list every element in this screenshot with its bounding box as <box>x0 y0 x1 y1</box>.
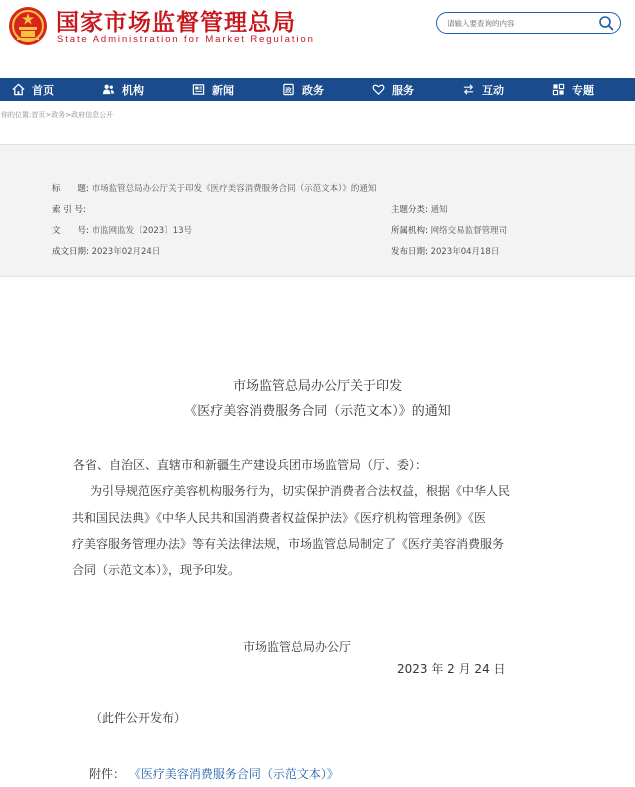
nav-item-label: 专题 <box>572 83 594 97</box>
meta-created-value: 2023年02月24日 <box>91 247 161 257</box>
article-body-line: 为引导规范医疗美容机构服务行为，切实保护消费者合法权益，根据《中华人民 <box>90 484 511 498</box>
nav-item-label: 机构 <box>122 83 144 97</box>
meta-docno-label: 文 号: <box>52 226 89 236</box>
exchange-icon <box>462 83 475 96</box>
meta-created-row <box>52 245 160 257</box>
national-emblem-icon[interactable] <box>8 6 48 46</box>
meta-category-label: 主题分类: <box>391 205 428 215</box>
newspaper-icon <box>192 83 205 96</box>
article-title-line1: 市场监管总局办公厅关于印发 <box>232 379 402 394</box>
article-signature: 市场监管总局办公厅 <box>243 640 352 654</box>
document-icon <box>282 83 295 96</box>
main-nav <box>0 78 635 101</box>
svg-text:政: 政 <box>285 86 292 95</box>
nav-item-home[interactable] <box>12 78 54 101</box>
meta-org-label: 所属机构: <box>391 226 428 236</box>
article-body-line: 疗美容服务管理办法》等有关法律法规，市场监管总局制定了《医疗美容消费服务 <box>72 537 505 551</box>
search-icon[interactable] <box>598 15 614 31</box>
meta-title-label: 标 题: <box>52 184 89 194</box>
document-meta-panel <box>0 144 635 277</box>
search-box <box>436 12 621 34</box>
nav-item-label: 服务 <box>392 83 414 97</box>
nav-item-label: 互动 <box>482 83 504 97</box>
meta-docno-row <box>52 224 192 236</box>
breadcrumb[interactable]: 你的位置:首页>政务>政府信息公开 <box>1 111 114 119</box>
nav-item-organization[interactable] <box>102 78 144 101</box>
attachment-link[interactable]: 《医疗美容消费服务合同（示范文本）》 <box>128 767 339 781</box>
attachment-label: 附件： <box>89 767 126 781</box>
meta-title-row <box>52 182 376 194</box>
grid-icon <box>552 83 565 96</box>
meta-org-row <box>391 224 507 236</box>
home-icon <box>12 83 25 96</box>
heart-icon <box>372 83 385 96</box>
meta-published-label: 发布日期: <box>391 247 428 257</box>
article-body-line: 合同（示范文本）》，现予印发。 <box>72 563 241 577</box>
nav-item-news[interactable] <box>192 78 234 101</box>
attachment-row <box>89 768 339 780</box>
meta-docno-value: 市监网监发〔2023〕13号 <box>91 226 193 236</box>
article-date: 2023 年 2 月 24 日 <box>397 662 506 676</box>
nav-item-interaction[interactable] <box>462 78 504 101</box>
nav-item-service[interactable] <box>372 78 414 101</box>
nav-item-label: 首页 <box>32 83 54 97</box>
meta-category-row <box>391 203 448 215</box>
nav-item-label: 政务 <box>302 83 324 97</box>
nav-item-government[interactable] <box>282 78 324 101</box>
meta-created-label: 成文日期: <box>52 247 89 257</box>
nav-item-label: 新闻 <box>212 83 234 97</box>
search-input[interactable] <box>447 15 597 31</box>
meta-index-row <box>52 203 86 215</box>
article-title-line2: 《医疗美容消费服务合同（示范文本）》的通知 <box>184 404 451 419</box>
meta-published-row <box>391 245 499 257</box>
meta-org-value: 网络交易监督管理司 <box>430 226 508 236</box>
nav-item-topics[interactable] <box>552 78 594 101</box>
meta-title-value: 市场监管总局办公厅关于印发《医疗美容消费服务合同（示范文本）》的通知 <box>91 184 377 194</box>
article-body-line: 共和国民法典》《中华人民共和国消费者权益保护法》《医疗机构管理条例》《医 <box>72 511 487 525</box>
site-subtitle: State Administration for Market Regulation <box>57 34 315 45</box>
site-title[interactable]: 国家市场监督管理总局 <box>56 10 296 36</box>
meta-index-label: 索 引 号: <box>52 205 86 215</box>
people-icon <box>102 83 115 96</box>
article-salutation: 各省、自治区、直辖市和新疆生产建设兵团市场监管局（厅、委）： <box>73 458 428 472</box>
site-header <box>0 0 635 78</box>
meta-published-value: 2023年04月18日 <box>430 247 500 257</box>
meta-category-value: 通知 <box>430 205 448 215</box>
article-public-note: （此件公开发布） <box>90 711 187 725</box>
